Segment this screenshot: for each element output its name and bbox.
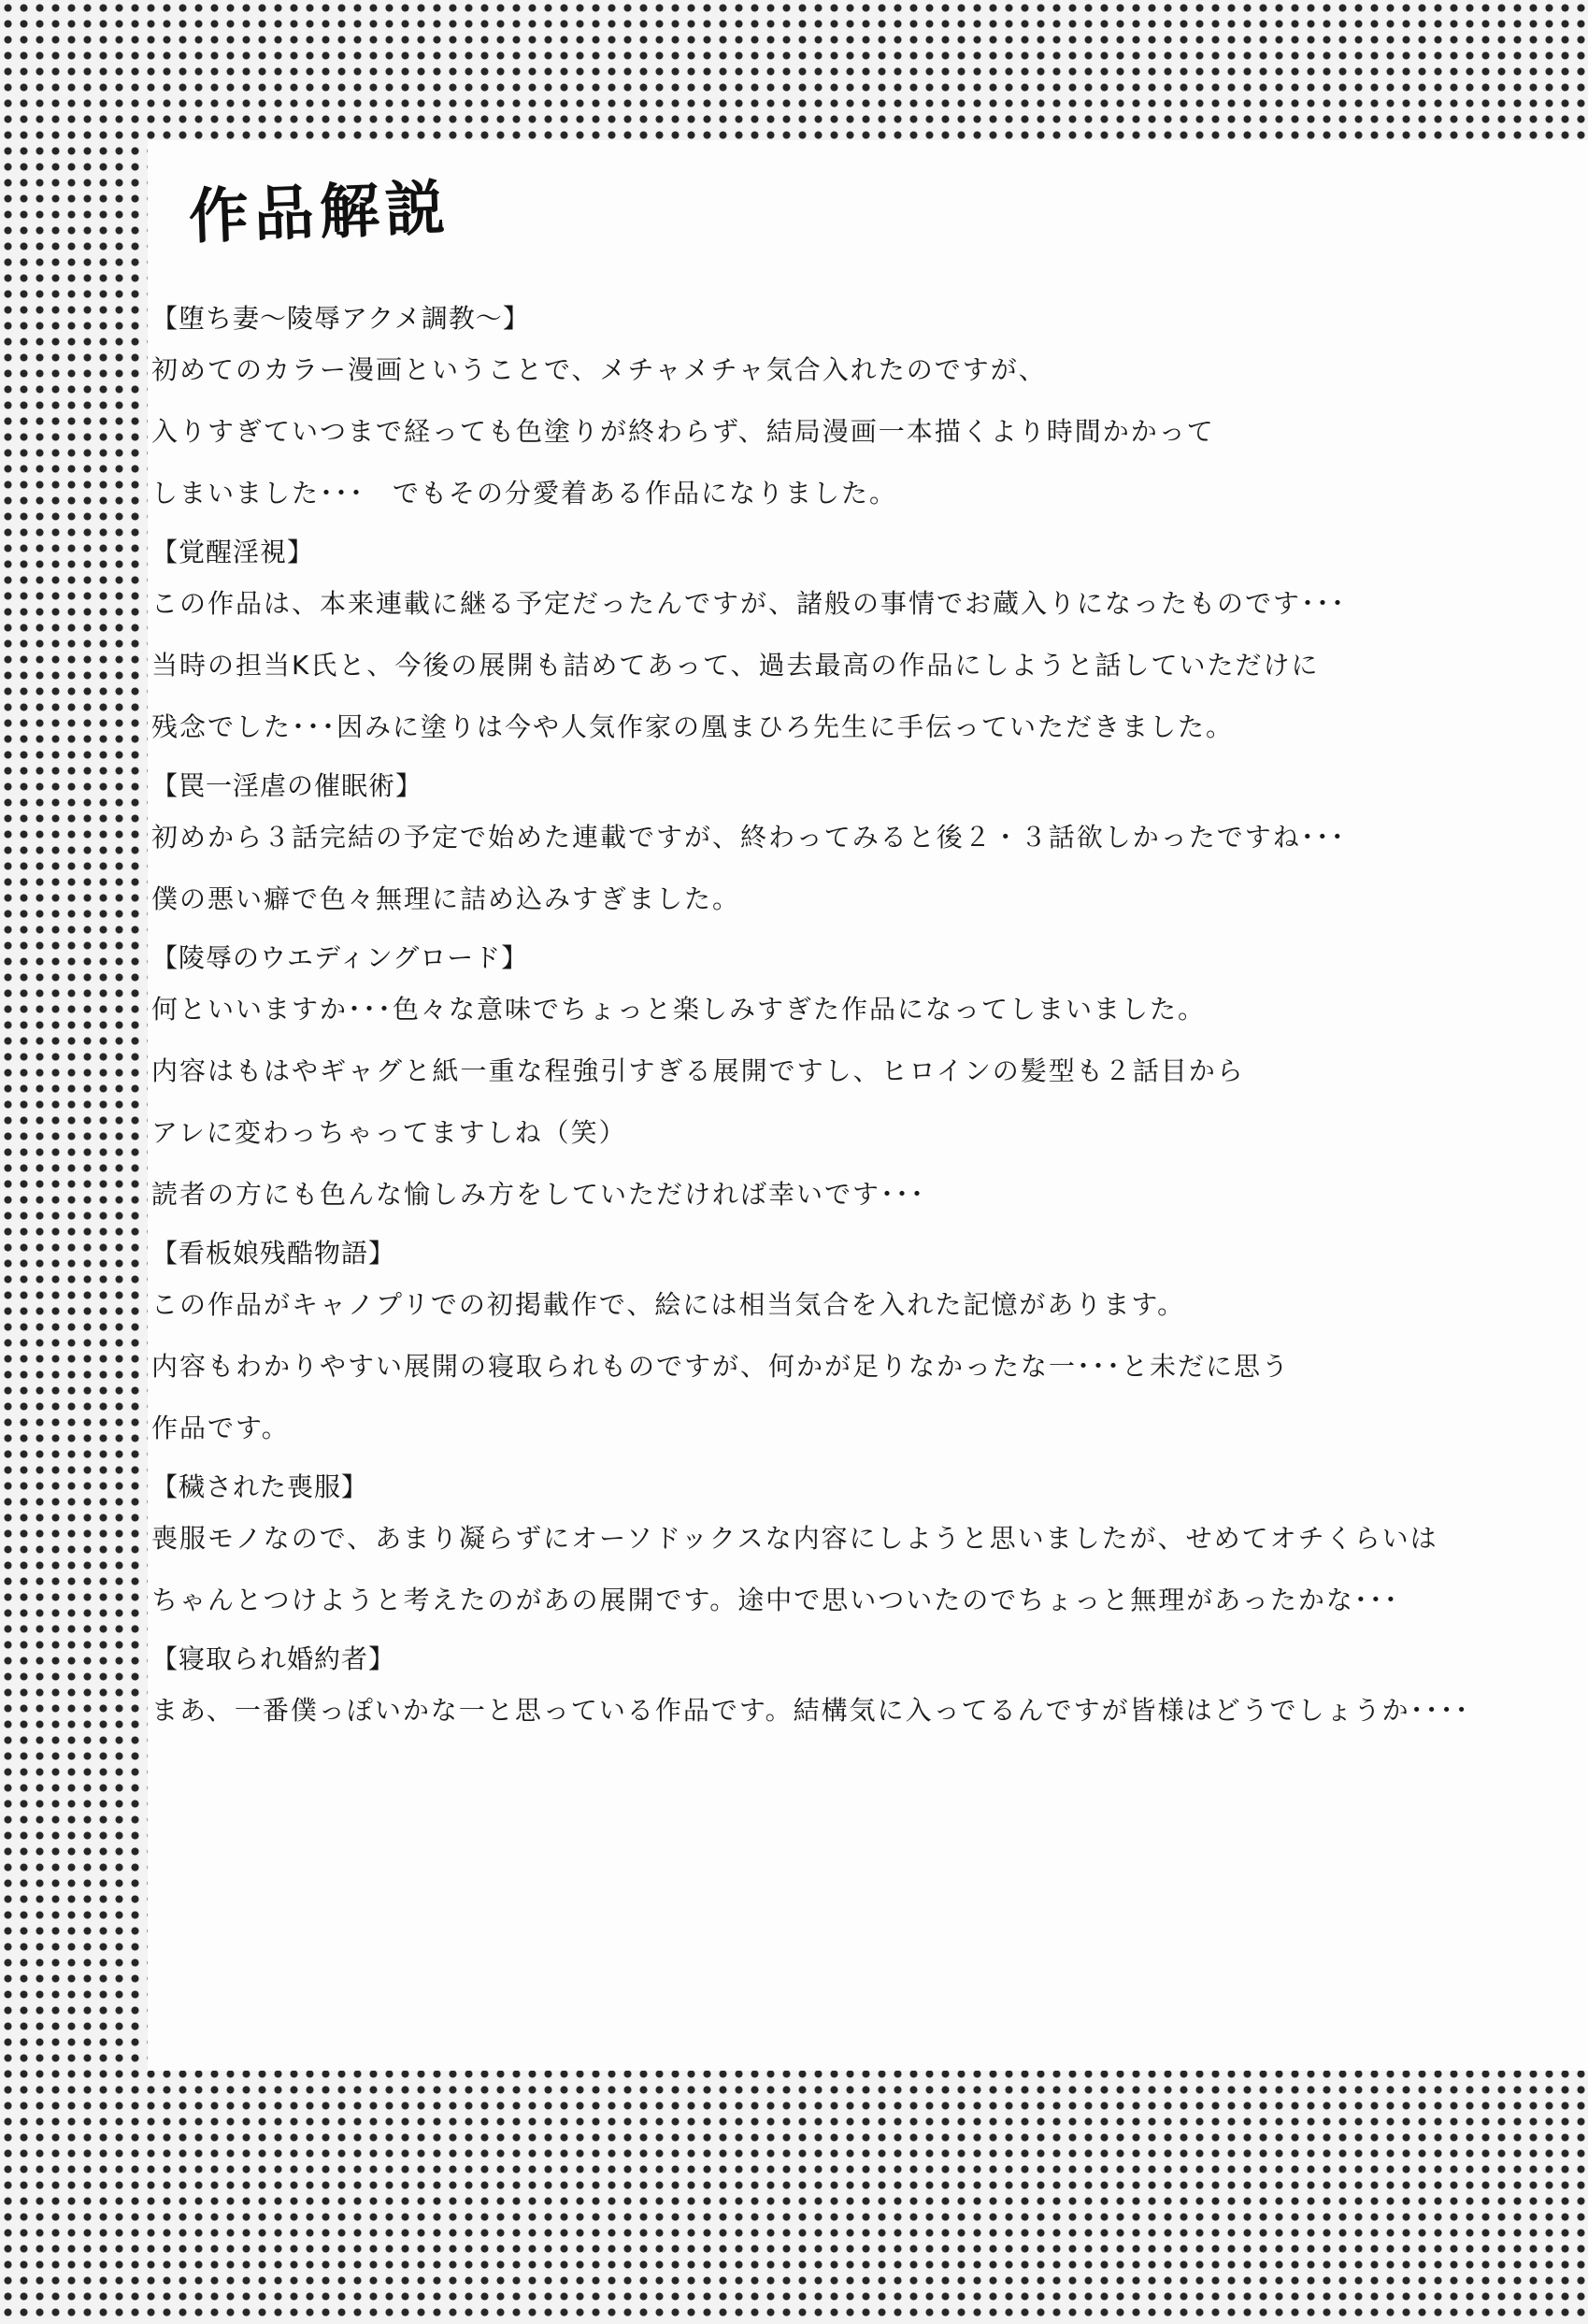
body-text-line: 内容はもはやギャグと紙一重な程強引すぎる展開ですし、ヒロインの髪型も２話目から — [151, 1055, 1245, 1087]
body-text-line: しまいました･･･ でもその分愛着ある作品になりました。 — [151, 478, 898, 509]
section-body — [151, 1288, 1588, 1445]
body-text-line: 初めから３話完結の予定で始めた連載ですが、終わってみると後２・３話欲しかったですね･･･ — [151, 822, 1346, 854]
body-text-line: 初めてのカラー漫画ということで、メチャメチャ気合入れたのですが、 — [151, 354, 1047, 386]
body-text-line: 入りすぎていつまで経っても色塗りが終わらず、結局漫画一本描くより時間かかって — [151, 416, 1215, 448]
body-text-line: ちゃんとつけようと考えたのがあの展開です。途中で思いついたのでちょっと無理があったかな･･･ — [151, 1585, 1399, 1616]
commentary-section — [151, 536, 1588, 744]
body-text-line: 当時の担当K氏と、今後の展開も詰めてあって、過去最高の作品にしようと話していただけに — [151, 650, 1320, 681]
section-body — [151, 1694, 1588, 1728]
commentary-section — [151, 302, 1588, 510]
section-heading: 【覚醒淫視】 — [151, 537, 315, 568]
body-text-line: まあ、一番僕っぽいかな一と思っている作品です。結構気に入ってるんですが皆様はどうでしょうか････ — [151, 1695, 1470, 1727]
section-body — [151, 1522, 1588, 1617]
section-body — [151, 993, 1588, 1212]
body-text-line: この作品がキャノプリでの初掲載作で、絵には相当気合を入れた記憶があります。 — [151, 1289, 1186, 1321]
body-text-line: アレに変わっちゃってますしね（笑） — [151, 1117, 627, 1149]
body-text-line: 喪服モノなので、あまり凝らずにオーソドックスな内容にしようと思いましたが、せめてオチくらいは — [151, 1523, 1438, 1555]
body-text-line: 作品です。 — [151, 1413, 290, 1444]
section-body — [151, 353, 1588, 510]
section-heading: 【看板娘残酷物語】 — [151, 1238, 396, 1270]
commentary-section — [151, 1470, 1588, 1617]
section-heading: 【寝取られ婚約者】 — [151, 1643, 396, 1675]
commentary-sections — [151, 302, 1588, 1728]
section-heading: 【罠一淫虐の催眠術】 — [151, 770, 423, 802]
body-text-line: 何といいますか･･･色々な意味でちょっと楽しみすぎた作品になってしまいました。 — [151, 994, 1207, 1026]
content-panel — [148, 140, 1588, 2071]
section-body — [151, 587, 1588, 744]
commentary-section — [151, 769, 1588, 916]
section-heading: 【陵辱のウエディングロード】 — [151, 942, 529, 974]
section-heading: 【穢された喪服】 — [151, 1471, 369, 1503]
body-text-line: 僕の悪い癖で色々無理に詰め込みすぎました。 — [151, 883, 741, 915]
commentary-section — [151, 941, 1588, 1212]
body-text-line: 読者の方にも色んな愉しみ方をしていただければ幸いです･･･ — [151, 1179, 926, 1211]
body-text-line: 残念でした･･･因みに塗りは今や人気作家の凰まひろ先生に手伝っていただきました。 — [151, 711, 1235, 743]
body-text-line: 内容もわかりやすい展開の寝取られものですが、何かが足りなかったな一･･･と未だに思う — [151, 1351, 1291, 1383]
commentary-section — [151, 1643, 1588, 1728]
body-text-line: この作品は、本来連載に継る予定だったんですが、諸般の事情でお蔵入りになったものです･･･ — [151, 588, 1347, 620]
commentary-section — [151, 1237, 1588, 1445]
section-body — [151, 821, 1588, 916]
page-title: 作品解説 — [187, 173, 452, 252]
section-heading: 【堕ち妻～陵辱アクメ調教～】 — [151, 303, 530, 335]
